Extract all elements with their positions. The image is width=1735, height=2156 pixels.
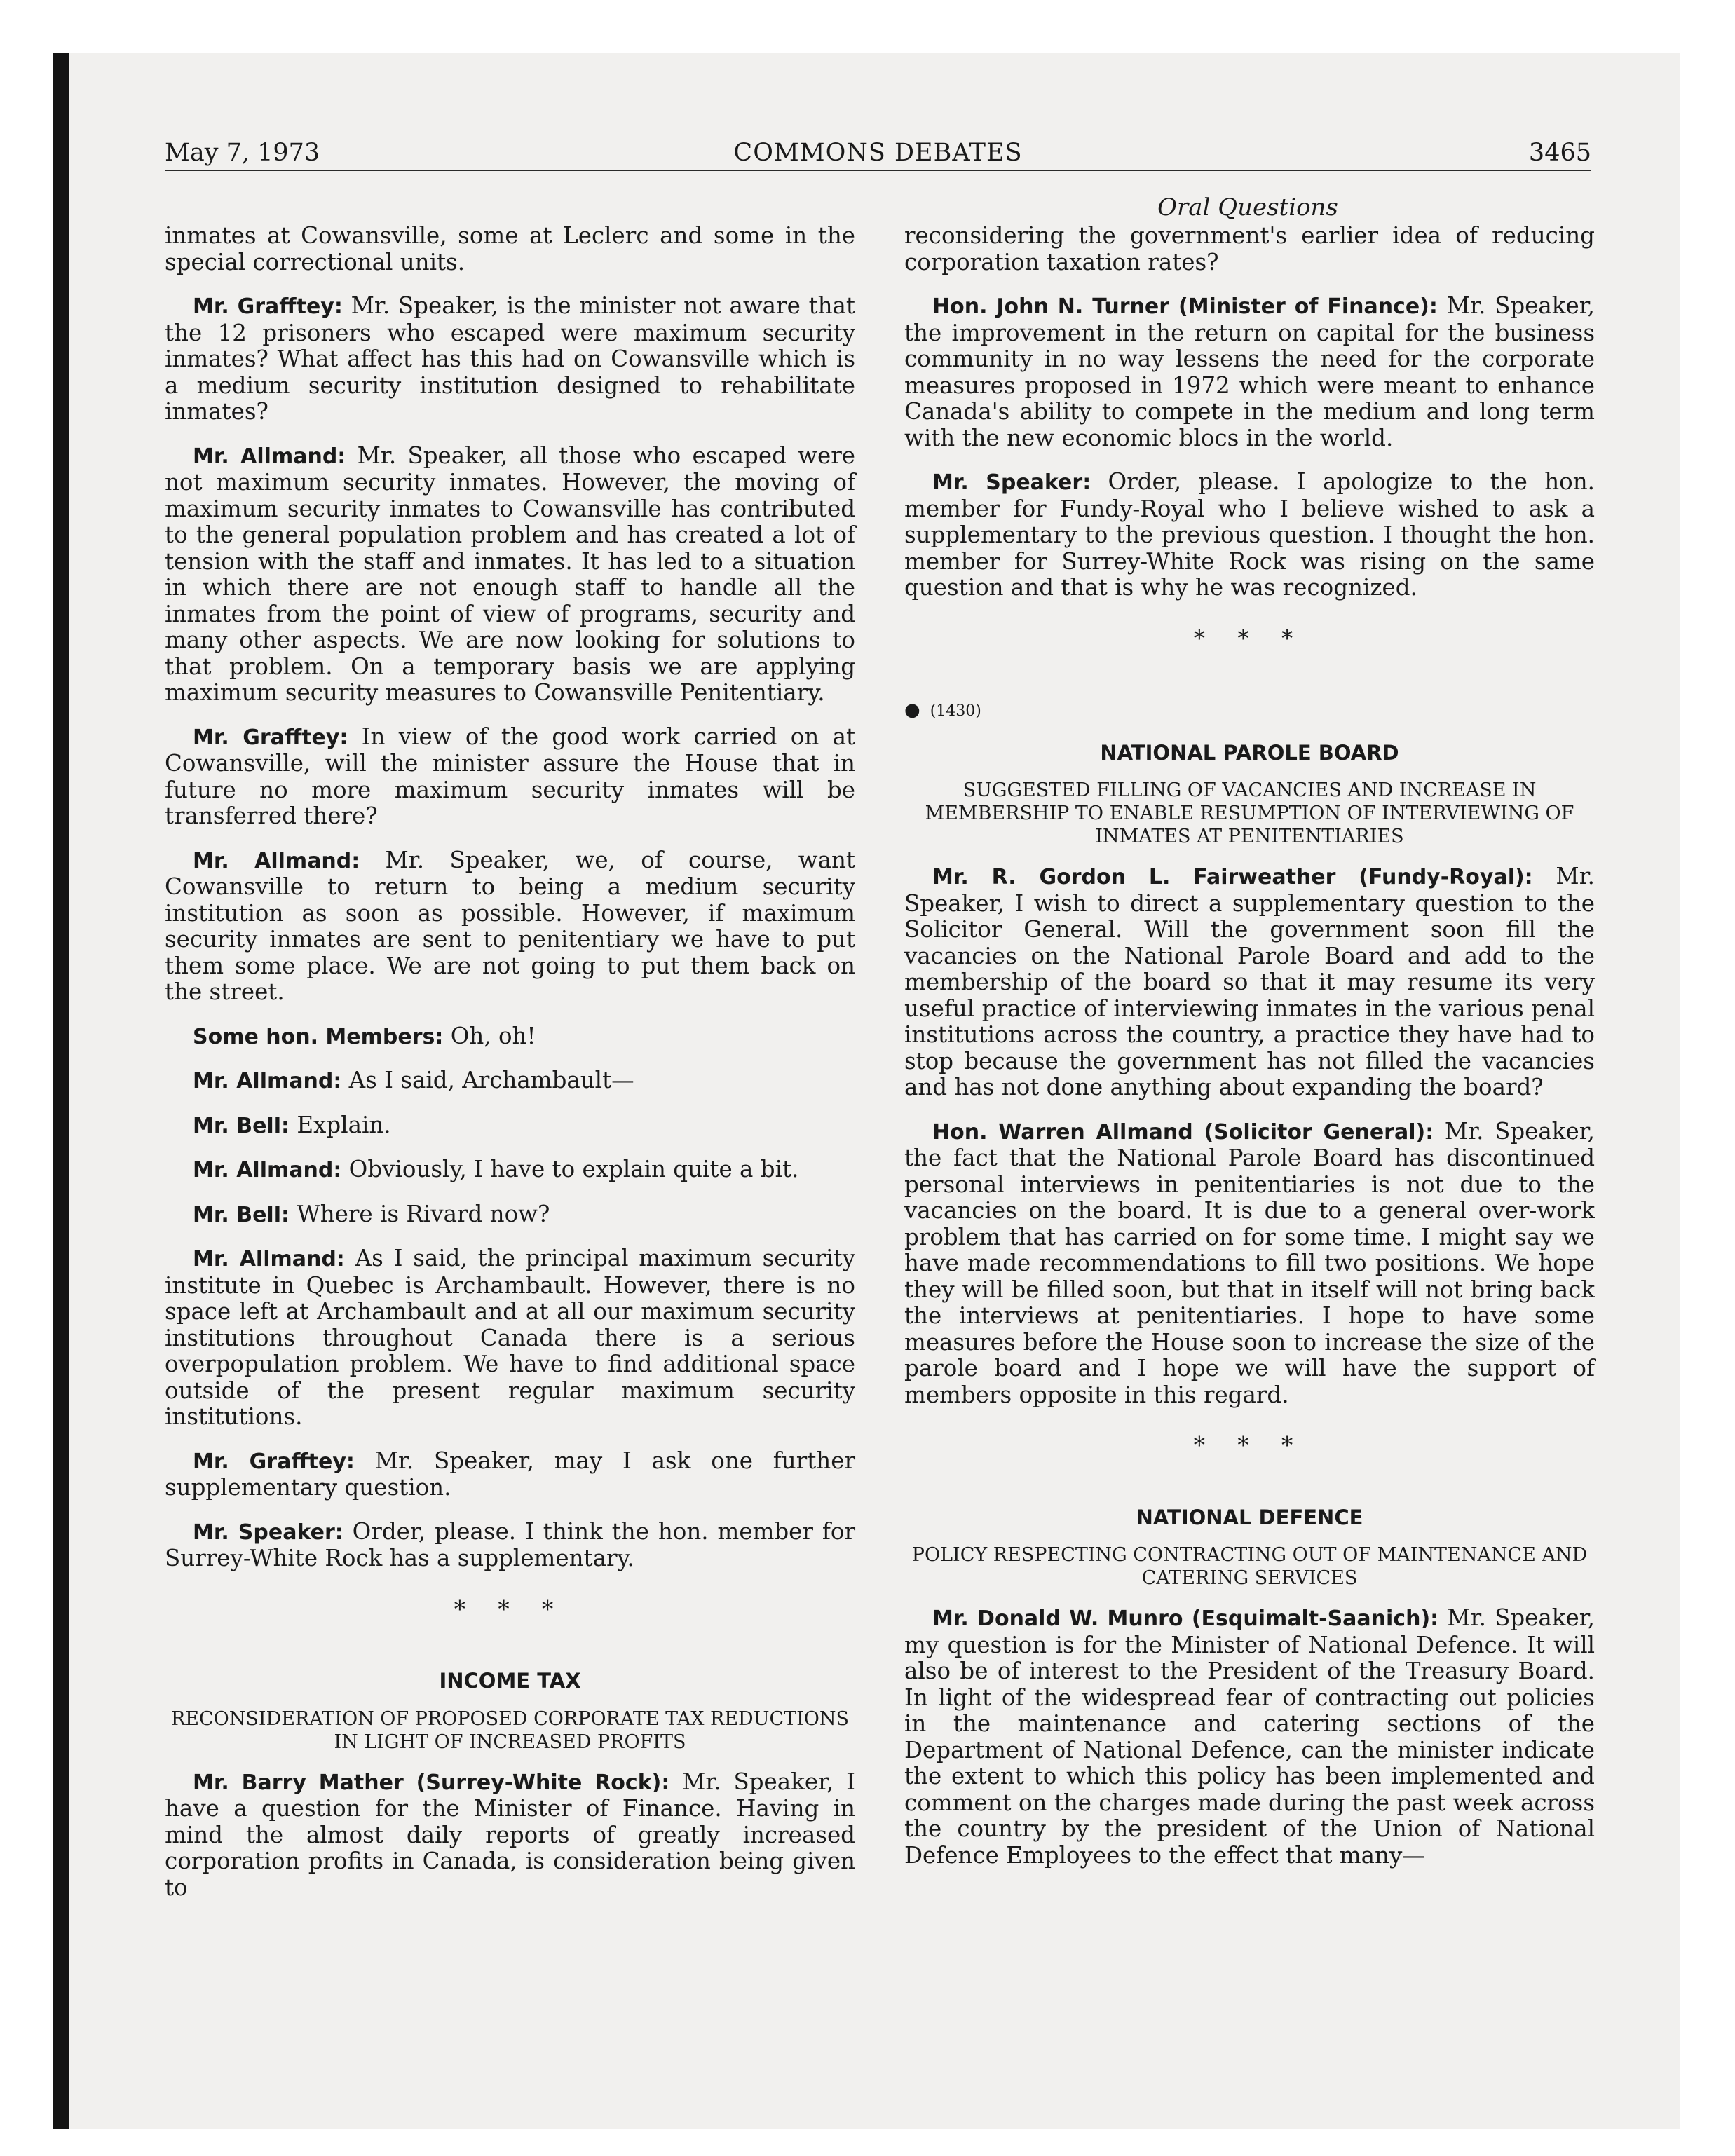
speech-text: Mr. Speaker, all those who escaped were not maximum security inmates. However, the moving of maximum security inmates to Cowansville has contributed to the general population problem and has created a lot of tension with the staff and inmates. It has led to a situation in which there are not enough staff to handle all the inmates from the point of view of programs, security and many other aspects. We are now looking for solutions to that problem. On a temporary basis we are applying maximum security measures to Cowansville Penitentiary. [165,442,855,706]
speech-text: Obviously, I have to explain quite a bit. [341,1156,799,1182]
paragraph [904,1605,1595,1869]
speaker-name: Mr. R. Gordon L. Fairweather (Fundy-Royal): [932,865,1533,889]
section-subheading: RECONSIDERATION OF PROPOSED CORPORATE TAX REDUCTIONS IN LIGHT OF INCREASED PROFITS [170,1707,850,1753]
speaker-name: Mr. Grafftey: [193,1449,355,1474]
section-separator: * * * [1193,625,1306,652]
scan-edge [53,53,69,2129]
paragraph [165,443,855,707]
section-separator: * * * [1193,1432,1306,1459]
speech-text: Mr. Speaker, I wish to direct a supplementary question to the Solicitor General. Will the government soon fill the vacancies on the National Parole Board and add to the membership of the board so that it may resume its very useful practice of interviewing inmates in the various penal institutions across the country, a practice they have had to stop because the government has not filled the vacancies and has not done anything about expanding the board? [904,863,1595,1100]
speech-text: Explain. [290,1111,391,1138]
paragraph [165,1519,855,1572]
bullet-icon: ● [904,700,920,721]
speech-text: Where is Rivard now? [290,1200,550,1227]
timestamp [904,697,1595,725]
paragraph [904,293,1595,451]
section-separator: * * * [454,1595,566,1623]
running-head: Oral Questions [1157,193,1338,221]
speech-text: Mr. Speaker, my question is for the Minister of National Defence. It will also be of interest to the President of the Treasury Board. In light of the widespread fear of contracting out policies in the maintenance and catering sections of the Department of National Defence, can the minister indicate the extent to which this policy has been implemented and comment on the charges made during the past week across the country by the president of the Union of National Defence Employees to the effect that many— [904,1604,1595,1869]
header-page-number: 3465 [1528,139,1591,167]
section-subheading: SUGGESTED FILLING OF VACANCIES AND INCREASE IN MEMBERSHIP TO ENABLE RESUMPTION OF INTERVIEWING OF INMATES AT PENITENTIARIES [925,779,1574,847]
section-heading: INCOME TAX [439,1669,581,1693]
speaker-name: Mr. Allmand: [193,1158,342,1182]
paragraph [165,1769,855,1902]
header-title: COMMONS DEBATES [733,139,1023,167]
section-heading: NATIONAL PAROLE BOARD [1100,740,1399,765]
paragraph [165,724,855,830]
speech-text: As I said, Archambault— [341,1067,634,1093]
speech-text: In view of the good work carried on at Cowansville, will the minister assure the House that in future no more maximum security inmates will be transferred there? [165,723,855,829]
speaker-name: Mr. Grafftey: [193,294,343,319]
speech-text: Oh, oh! [443,1022,536,1049]
speaker-name: Mr. Allmand: [193,848,360,873]
speaker-name: Hon. Warren Allmand (Solicitor General): [932,1119,1434,1145]
speech-text: Mr. Speaker, I have a question for the Minister of Finance. Having in mind the almost daily reports of greatly increased corporation profits in Canada, is consideration being given to [165,1768,855,1901]
left-column [165,223,855,1918]
speech-text: Mr. Speaker, the improvement in the return on capital for the business community in no way lessens the need for the corporate measures proposed in 1972 which were meant to enhance Canada's ability to compete in the medium and long term with the new economic blocs in the world. [904,292,1595,451]
timestamp-text: (1430) [930,702,981,720]
paragraph [165,1112,855,1140]
section-subheading: POLICY RESPECTING CONTRACTING OUT OF MAINTENANCE AND CATERING SERVICES [911,1544,1588,1589]
page-header [165,137,1591,171]
speaker-name: Mr. Grafftey: [193,725,348,750]
speech-text: Mr. Speaker, is the minister not aware that the 12 prisoners who escaped were maximum security inmates? What affect has this had on Cowansville which is a medium security institution designed to rehabilitate inmates? [165,292,855,425]
speech-text: Mr. Speaker, we, of course, want Cowansville to return to being a medium security institution as soon as possible. However, if maximum security inmates are sent to penitentiary we have to put them some place. We are not going to put them back on the street. [165,846,855,1005]
paragraph [904,469,1595,601]
paragraph [165,1246,855,1431]
paragraph [165,1201,855,1229]
speech-text: Order, please. I think the hon. member for Surrey-White Rock has a supplementary. [165,1517,855,1571]
paragraph [165,847,855,1006]
speaker-name: Mr. Allmand: [193,444,346,469]
speaker-name: Some hon. Members: [193,1024,444,1049]
speaker-name: Hon. John N. Turner (Minister of Finance): [932,294,1438,319]
speech-text: As I said, the principal maximum security institute in Quebec is Archambault. However, there is no space left at Archambault and at all our maximum security institutions throughout Canada there is a serious overpopulation problem. We have to find additional space outside of the present regular maximum security institutions. [165,1245,855,1430]
section-heading: NATIONAL DEFENCE [1136,1505,1363,1529]
speaker-name: Mr. Speaker: [193,1520,343,1545]
paragraph [904,1119,1595,1409]
speech-text: Order, please. I apologize to the hon. member for Fundy-Royal who I believe wished to ask a supplementary to the previous question. I thought the hon. member for Surrey-White Rock was rising on the same question and that is why he was recognized. [904,468,1595,601]
paragraph [165,1023,855,1051]
speech-text: Mr. Speaker, the fact that the National Parole Board has discontinued personal interviews in penitentiaries is not due to the vacancies on the board. It is due to a general over-work problem that has carried on for some time. I might say we have made recommendations to fill two positions. We hope they will be filled soon, but that in itself will not bring back the interviews at penitentiaries. I hope to have some measures before the House soon to increase the size of the parole board and I hope we will have the support of members opposite in this regard. [904,1117,1595,1408]
header-date: May 7, 1973 [165,139,320,167]
speaker-name: Mr. Barry Mather (Surrey-White Rock): [193,1770,670,1795]
speech-text: Mr. Speaker, may I ask one further supplementary question. [165,1447,855,1501]
paragraph: inmates at Cowansville, some at Leclerc and some in the special correctional units. [165,222,855,275]
paragraph: reconsidering the government's earlier idea of reducing corporation taxation rates? [904,222,1595,275]
speaker-name: Mr. Donald W. Munro (Esquimalt-Saanich): [932,1606,1439,1631]
speaker-name: Mr. Allmand: [193,1069,342,1093]
speaker-name: Mr. Allmand: [193,1247,345,1271]
paragraph [165,1448,855,1501]
paragraph [904,864,1595,1101]
paragraph [165,1157,855,1184]
right-column [904,223,1595,1886]
speaker-name: Mr. Speaker: [932,470,1091,495]
speaker-name: Mr. Bell: [193,1202,290,1227]
paragraph [165,293,855,425]
speaker-name: Mr. Bell: [193,1113,290,1138]
paragraph [165,1067,855,1095]
